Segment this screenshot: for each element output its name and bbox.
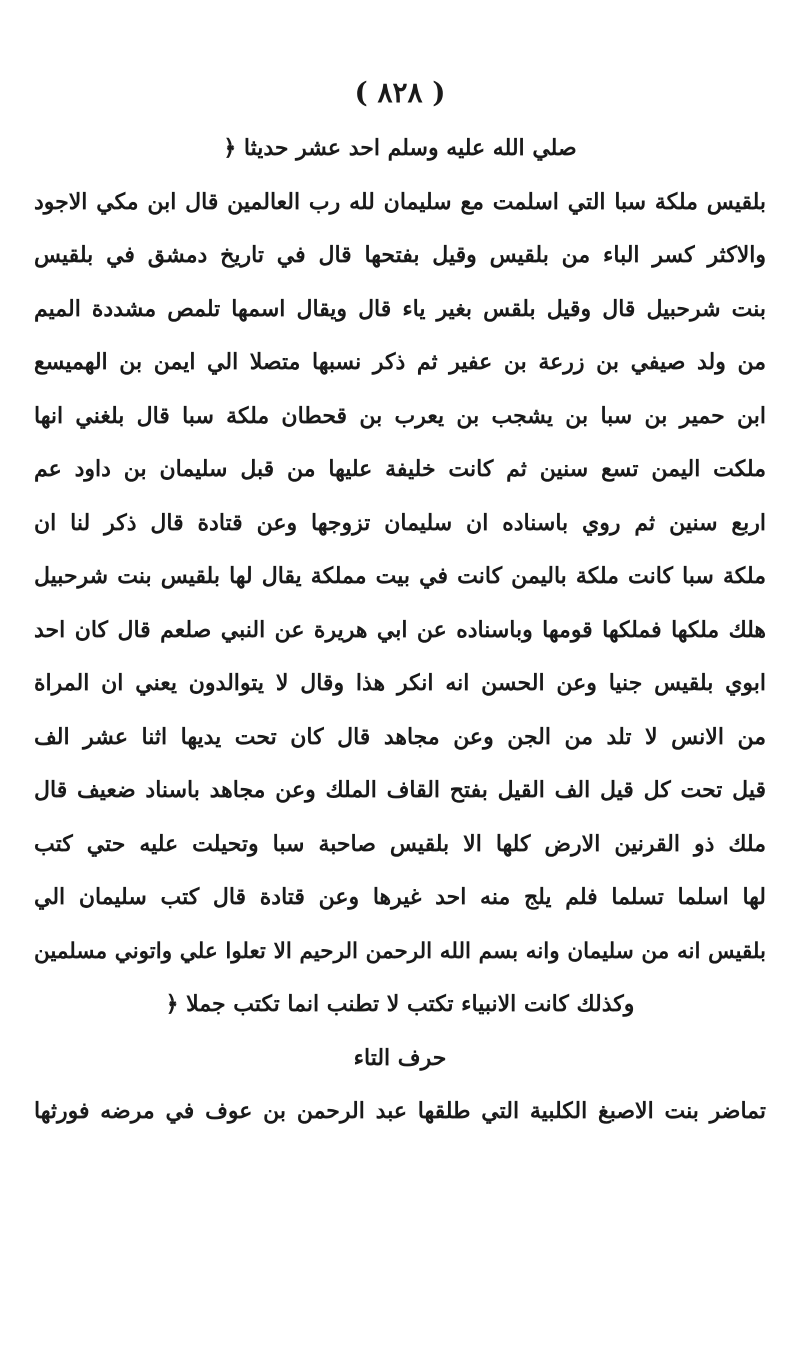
text-line: لها اسلما تسلما فلم يلج منه احد غيرها وعن قتادة قال كتب سليمان الي — [34, 884, 766, 910]
text-line: بنت شرحبيل قال وقيل بلقس بغير ياء قال ويقال اسمها تلمص مشددة الميم — [34, 295, 766, 322]
text-line: ملك ذو القرنين الارض كلها الا بلقيس صاحبة سبا وتحيلت عليه حتي كتب — [34, 830, 766, 857]
text-line: صلي الله عليه وسلم احد عشر حديثا ﴿ — [223, 135, 577, 161]
text-line: ملكت اليمن تسع سنين ثم كانت خليفة عليها من قبل سليمان بن داود عم — [34, 456, 766, 482]
text-line: قيل تحت كل قيل الف القيل بفتح القاف الملك وعن مجاهد باسناد ضعيف قال — [34, 777, 766, 803]
section-heading: حرف التاء — [353, 1044, 447, 1071]
text-line: تماضر بنت الاصبغ الكلبية التي طلقها عبد الرحمن بن عوف في مرضه فورثها — [34, 1098, 766, 1124]
text-body — [34, 122, 766, 1139]
text-line: هلك ملكها فملكها قومها وباسناده عن ابي هريرة عن النبي صلعم قال كان احد — [34, 616, 766, 643]
text-line: من الانس لا تلد من الجن وعن مجاهد قال كان تحت يديها اثنا عشر الف — [34, 723, 766, 750]
text-line: بلقيس انه من سليمان وانه بسم الله الرحمن الرحيم الا تعلوا علي واتوني مسلمين — [34, 938, 766, 964]
text-line: اربع سنين ثم روي باسناده ان سليمان تزوجها وعن قتادة قال ذكر لنا ان — [34, 509, 766, 536]
text-line: ملكة سبا كانت ملكة باليمن كانت في بيت مملكة يقال لها بلقيس بنت شرحبيل — [34, 563, 766, 589]
text-line: ابن حمير بن سبا بن يشجب بن يعرب بن قحطان ملكة سبا قال بلغني انها — [34, 402, 766, 429]
page-number: ( ٨٢٨ ) — [354, 76, 446, 109]
text-line: بلقيس ملكة سبا التي اسلمت مع سليمان لله رب العالمين قال ابن مكي الاجود — [34, 188, 766, 215]
text-line: ابوي بلقيس جنيا وعن الحسن انه انكر هذا وقال لا يتوالدون يعني ان المراة — [34, 670, 766, 696]
text-line: من ولد صيفي بن زرعة بن عفير ثم ذكر نسبها متصلا الي ايمن بن الهميسع — [34, 349, 766, 375]
text-line: وكذلك كانت الانبياء تكتب لا تطنب انما تكتب جملا ﴿ — [165, 991, 635, 1017]
text-line: والاكثر كسر الباء من بلقيس وقيل بفتحها قال في تاريخ دمشق في بلقيس — [34, 242, 766, 268]
